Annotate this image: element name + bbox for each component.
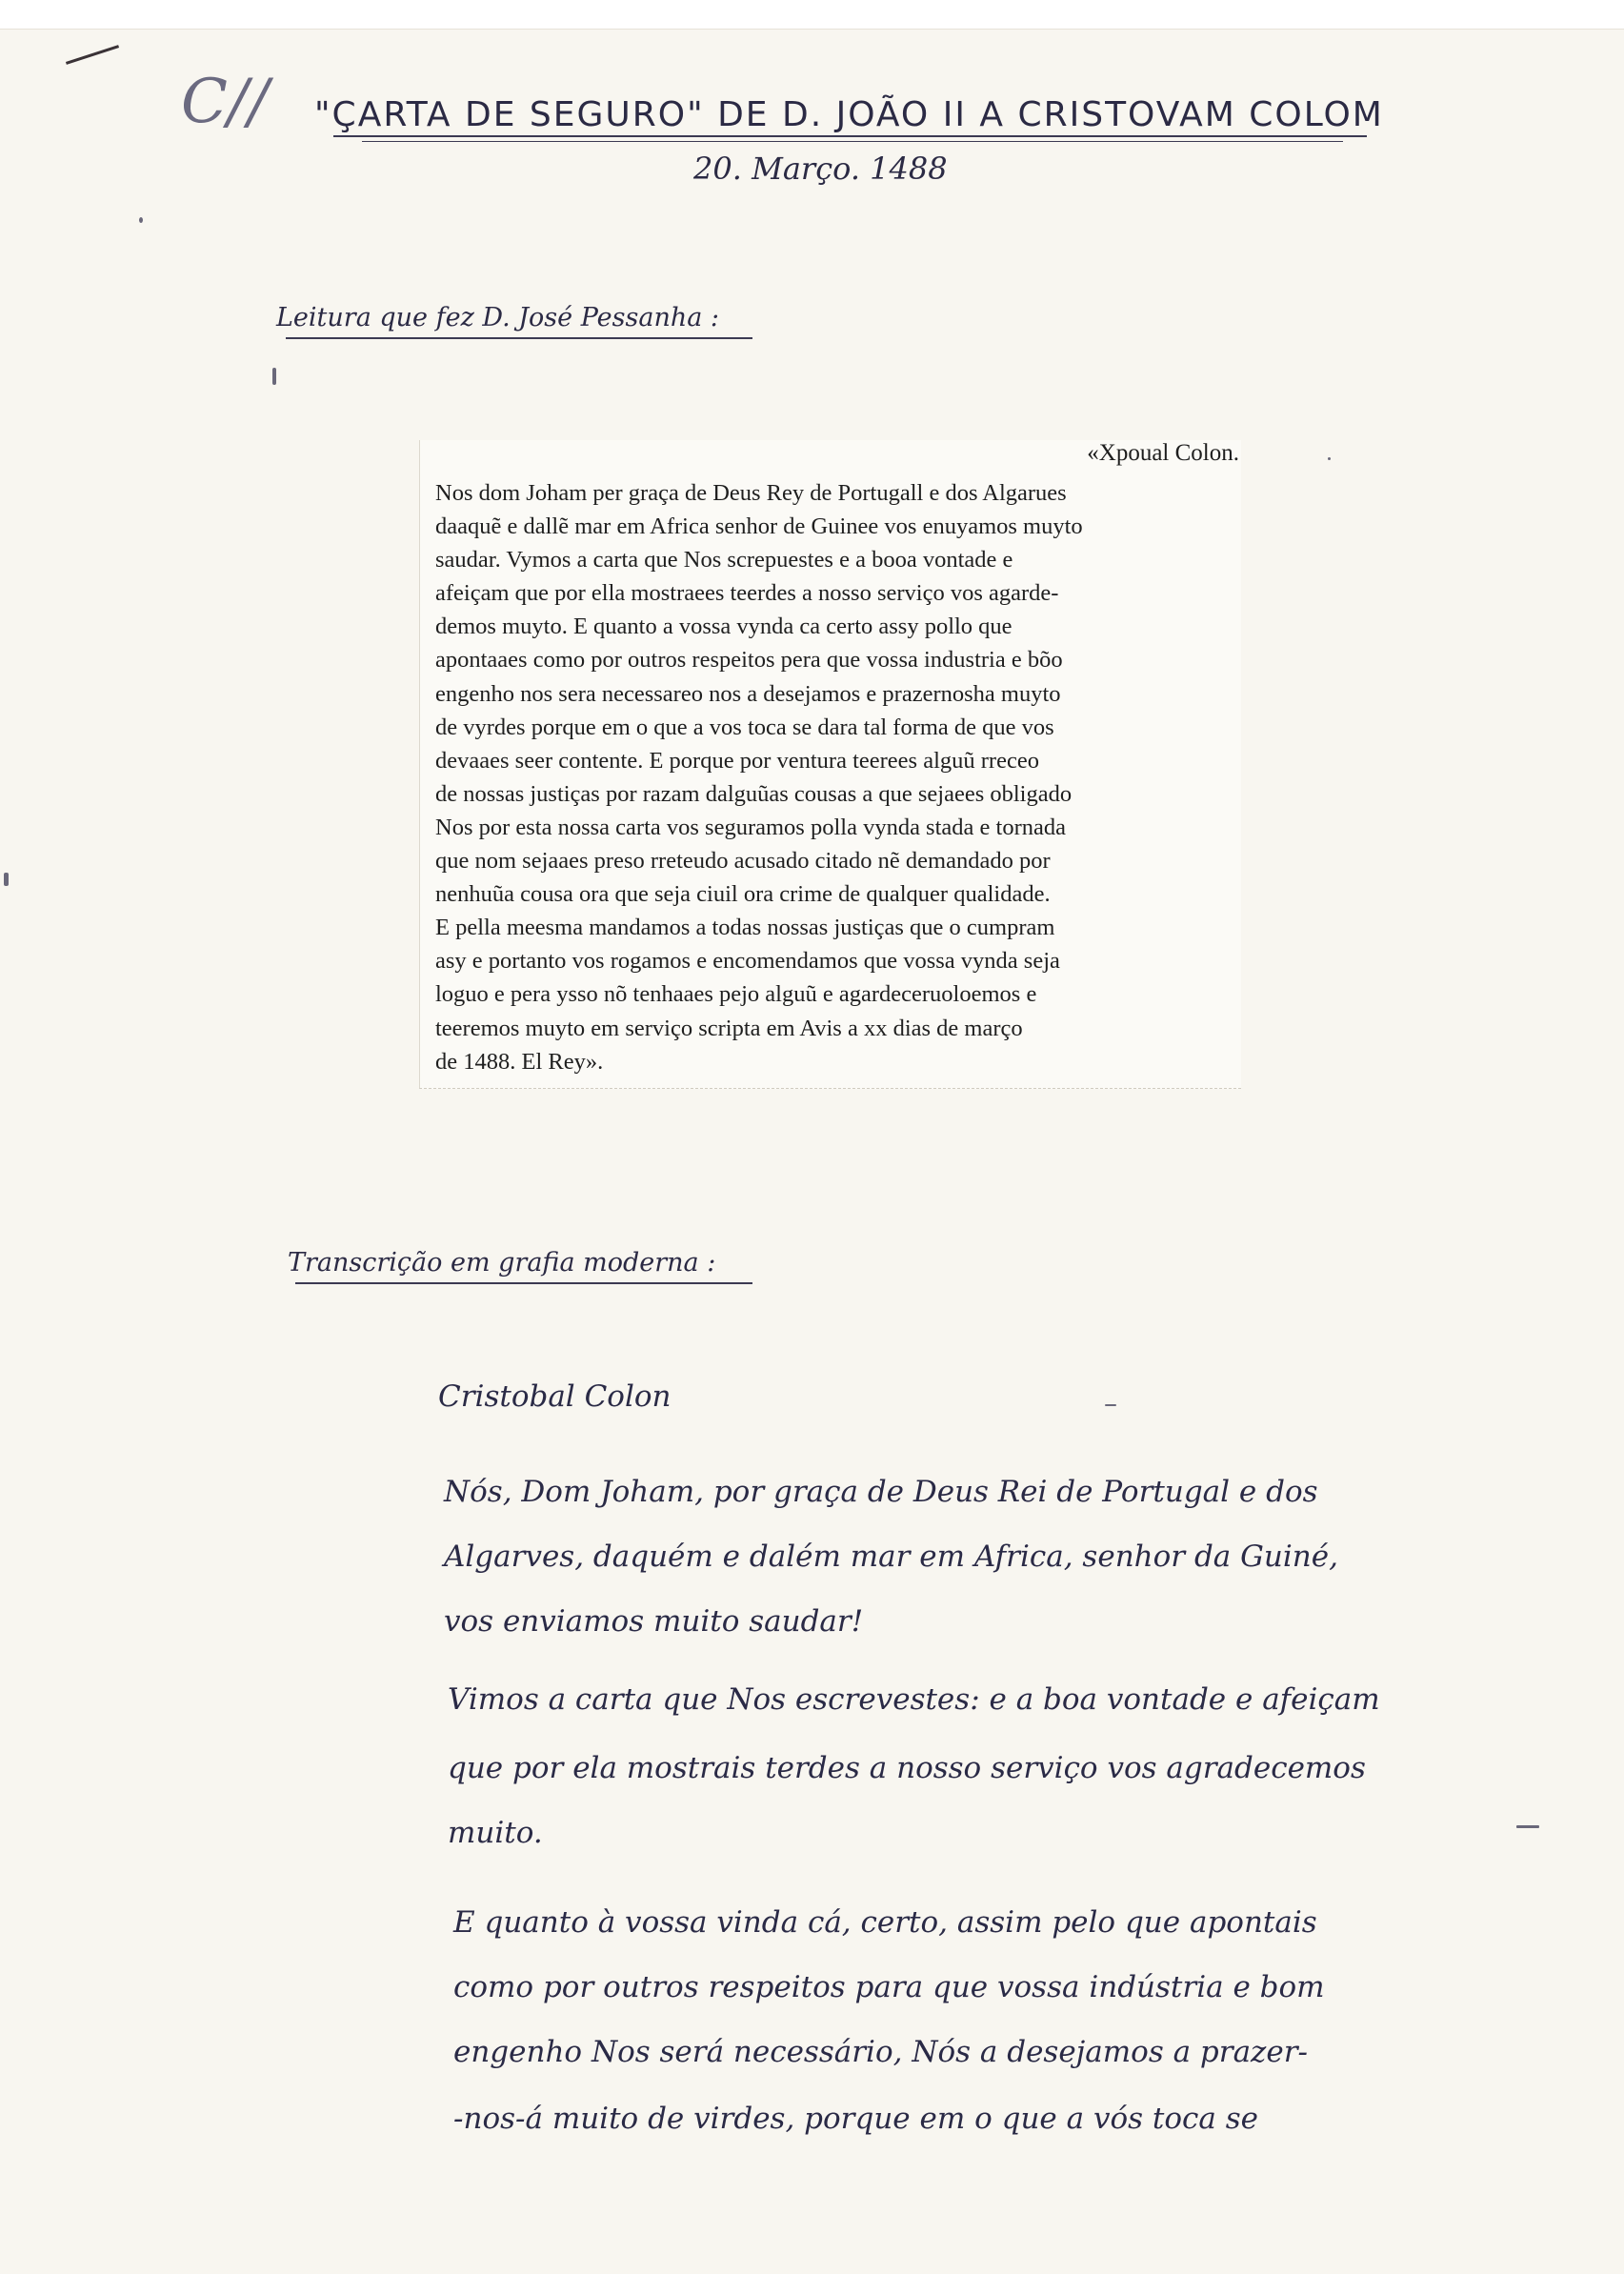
- transcription-line: -nos-á muito de virdes, porque em o que a vós toca se: [453, 2102, 1258, 2136]
- clipping-line: que nom sejaaes preso rreteudo acusado citado nẽ demandado por: [435, 848, 1051, 875]
- transcription-line: muito.: [448, 1816, 543, 1850]
- clipping-line: asy e portanto vos rogamos e encomendamos que vossa vynda seja: [435, 948, 1060, 975]
- clipping-body: [435, 476, 1228, 1078]
- clipping-line: daaquẽ e dallẽ mar em Africa senhor de Guinee vos enuyamos muyto: [435, 513, 1083, 540]
- transcription-salutation: Cristobal Colon: [438, 1379, 672, 1414]
- paper-speck: [272, 368, 276, 385]
- scan-top-edge: [0, 0, 1624, 30]
- transcription-line: Vimos a carta que Nos escrevestes: e a boa vontade e afeiçam: [448, 1682, 1380, 1717]
- paper-speck: [4, 873, 9, 886]
- clipping-line: de vyrdes porque em o que a vos toca se dara tal forma de que vos: [435, 714, 1054, 740]
- paper-speck: [1516, 1825, 1539, 1828]
- clipping-line: loguo e pera ysso nõ tenhaaes pejo alguũ e agardeceruoloemos e: [435, 981, 1037, 1008]
- clipping-line: devaaes seer contente. E porque por ventura teerees alguũ rreceo: [435, 747, 1039, 774]
- folio-mark: C//: [181, 67, 270, 137]
- transcription-line: como por outros respeitos para que vossa indústria e bom: [453, 1970, 1325, 2004]
- clipping-line: nenhuũa cousa ora que seja ciuil ora crime de qualquer qualidade.: [435, 881, 1051, 908]
- modern-section-underline: [295, 1282, 752, 1284]
- clipping-line: Nos dom Joham per graça de Deus Rey de Portugall e dos Algarues: [435, 480, 1067, 506]
- clipping-line: teeremos muyto em serviço scripta em Avis a xx dias de março: [435, 1015, 1023, 1041]
- document-title: "ÇARTA DE SEGURO" DE D. JOÃO II A CRISTOVAM COLOM: [314, 95, 1384, 134]
- printed-clipping: [419, 440, 1241, 1089]
- clipping-line: Nos por esta nossa carta vos seguramos polla vynda stada e tornada: [435, 814, 1066, 840]
- transcription-line: Algarves, daquém e dalém mar em Africa, senhor da Guiné,: [444, 1539, 1338, 1574]
- pen-stroke: [66, 45, 119, 65]
- modern-section-label: Transcrição em grafia moderna :: [288, 1248, 716, 1278]
- transcription-line: engenho Nos será necessário, Nós a desejamos a prazer-: [453, 2035, 1309, 2069]
- reading-section-underline: [286, 337, 752, 339]
- reading-section-label: Leitura que fez D. José Pessanha :: [276, 303, 720, 332]
- clipping-line: apontaaes como por outros respeitos pera que vossa industria e bõo: [435, 647, 1063, 674]
- transcription-line: que por ela mostrais terdes a nosso serviço vos agradecemos: [448, 1751, 1366, 1785]
- clipping-line: afeiçam que por ella mostraees teerdes a nosso serviço vos agarde-: [435, 580, 1059, 607]
- transcription-line: E quanto à vossa vinda cá, certo, assim pelo que apontais: [453, 1905, 1317, 1940]
- paper-speck: [139, 217, 143, 223]
- clipping-line: de nossas justiças por razam dalguũas cousas a que sejaees obligado: [435, 780, 1073, 807]
- clipping-line: engenho nos sera necessareo nos a desejamos e prazernosha muyto: [435, 680, 1061, 707]
- paper-speck: [1328, 457, 1331, 460]
- clipping-line: demos muyto. E quanto a vossa vynda ca certo assy pollo que: [435, 614, 1012, 640]
- transcription-line: Nós, Dom Joham, por graça de Deus Rei de Portugal e dos: [444, 1475, 1318, 1509]
- transcription-line: vos enviamos muito saudar!: [444, 1604, 864, 1639]
- title-underline: [333, 135, 1367, 137]
- title-underline-second: [362, 141, 1343, 142]
- document-date: 20. Março. 1488: [693, 151, 948, 187]
- clipping-line: de 1488. El Rey».: [435, 1048, 604, 1075]
- clipping-line: saudar. Vymos a carta que Nos screpuestes e a booa vontade e: [435, 547, 1013, 574]
- clipping-line: E pella meesma mandamos a todas nossas justiças que o cumpram: [435, 915, 1055, 941]
- paper-speck: [1105, 1404, 1116, 1406]
- clipping-header: «Xpoual Colon.: [1087, 440, 1239, 466]
